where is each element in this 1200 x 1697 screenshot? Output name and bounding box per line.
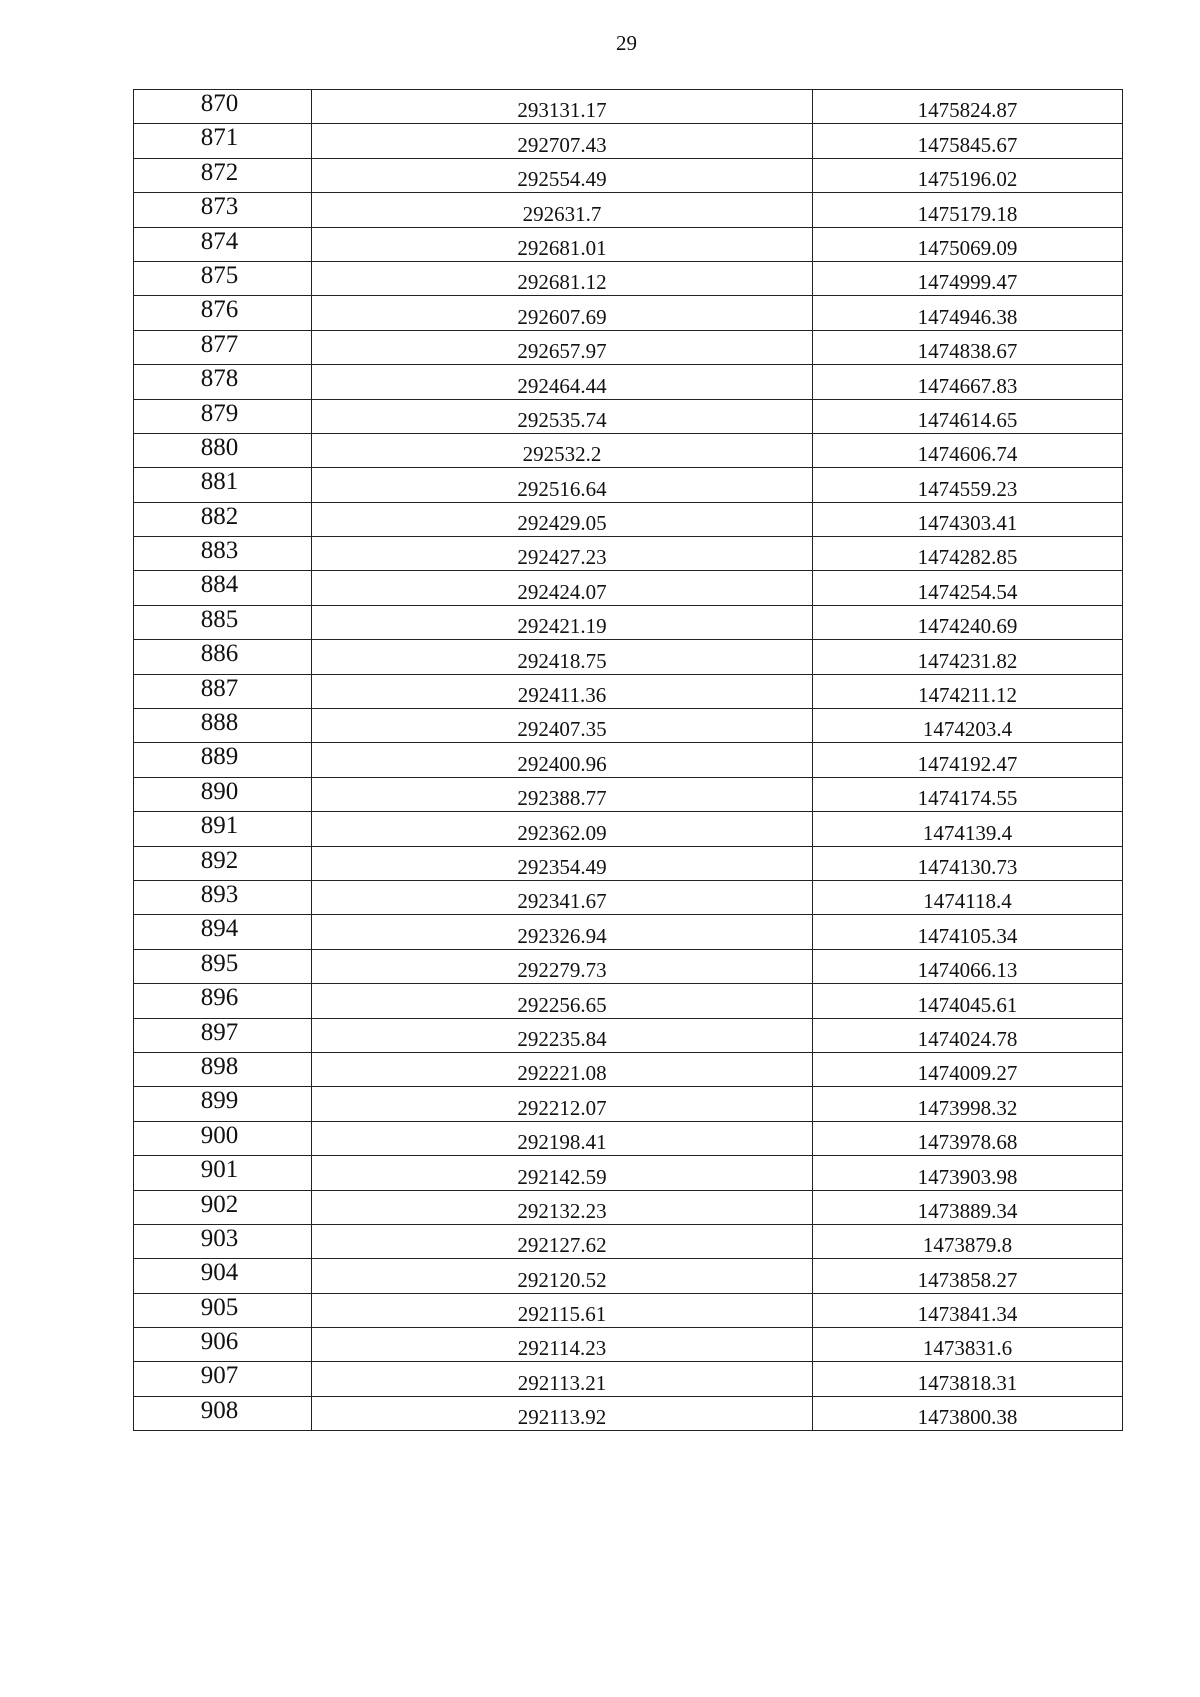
y-coordinate-cell: 1474240.69 [813,605,1123,639]
table-row [134,296,1123,330]
y-coordinate-cell: 1474559.23 [813,468,1123,502]
x-coordinate-cell: 292113.21 [312,1362,813,1396]
point-number-cell: 908 [134,1396,312,1430]
point-number-cell: 882 [134,502,312,536]
table-row [134,365,1123,399]
table-row [134,261,1123,295]
table-row [134,90,1123,124]
point-number-cell: 899 [134,1087,312,1121]
y-coordinate-cell: 1474009.27 [813,1052,1123,1086]
point-number-cell: 886 [134,640,312,674]
table-row [134,640,1123,674]
y-coordinate-cell: 1474282.85 [813,537,1123,571]
point-number-cell: 893 [134,880,312,914]
table-row [134,1362,1123,1396]
table-row [134,193,1123,227]
point-number-cell: 898 [134,1052,312,1086]
point-number-cell: 885 [134,605,312,639]
x-coordinate-cell: 292400.96 [312,743,813,777]
point-number-cell: 903 [134,1224,312,1258]
y-coordinate-cell: 1474066.13 [813,949,1123,983]
point-number-cell: 887 [134,674,312,708]
x-coordinate-cell: 292407.35 [312,709,813,743]
table-row [134,709,1123,743]
coordinates-table [133,89,1123,1431]
x-coordinate-cell: 292707.43 [312,124,813,158]
x-coordinate-cell: 292114.23 [312,1328,813,1362]
x-coordinate-cell: 292142.59 [312,1156,813,1190]
x-coordinate-cell: 292516.64 [312,468,813,502]
point-number-cell: 874 [134,227,312,261]
x-coordinate-cell: 292198.41 [312,1121,813,1155]
y-coordinate-cell: 1474667.83 [813,365,1123,399]
point-number-cell: 879 [134,399,312,433]
y-coordinate-cell: 1474614.65 [813,399,1123,433]
table-row [134,605,1123,639]
x-coordinate-cell: 292115.61 [312,1293,813,1327]
x-coordinate-cell: 292120.52 [312,1259,813,1293]
y-coordinate-cell: 1474024.78 [813,1018,1123,1052]
x-coordinate-cell: 292424.07 [312,571,813,605]
table-row [134,1259,1123,1293]
point-number-cell: 875 [134,261,312,295]
point-number-cell: 881 [134,468,312,502]
y-coordinate-cell: 1473978.68 [813,1121,1123,1155]
x-coordinate-cell: 292256.65 [312,984,813,1018]
table-row [134,915,1123,949]
point-number-cell: 904 [134,1259,312,1293]
table-row [134,227,1123,261]
point-number-cell: 905 [134,1293,312,1327]
point-number-cell: 870 [134,90,312,124]
point-number-cell: 873 [134,193,312,227]
y-coordinate-cell: 1474174.55 [813,777,1123,811]
x-coordinate-cell: 292421.19 [312,605,813,639]
table-row [134,502,1123,536]
point-number-cell: 902 [134,1190,312,1224]
y-coordinate-cell: 1473889.34 [813,1190,1123,1224]
point-number-cell: 884 [134,571,312,605]
point-number-cell: 895 [134,949,312,983]
table-row [134,571,1123,605]
point-number-cell: 888 [134,709,312,743]
table-row [134,537,1123,571]
x-coordinate-cell: 292411.36 [312,674,813,708]
x-coordinate-cell: 292388.77 [312,777,813,811]
y-coordinate-cell: 1474838.67 [813,330,1123,364]
x-coordinate-cell: 292132.23 [312,1190,813,1224]
point-number-cell: 900 [134,1121,312,1155]
x-coordinate-cell: 292221.08 [312,1052,813,1086]
table-row [134,1087,1123,1121]
y-coordinate-cell: 1473903.98 [813,1156,1123,1190]
y-coordinate-cell: 1474045.61 [813,984,1123,1018]
point-number-cell: 889 [134,743,312,777]
table-row [134,777,1123,811]
y-coordinate-cell: 1474231.82 [813,640,1123,674]
table-row [134,1018,1123,1052]
point-number-cell: 892 [134,846,312,880]
table-row [134,812,1123,846]
x-coordinate-cell: 292113.92 [312,1396,813,1430]
x-coordinate-cell: 292681.01 [312,227,813,261]
table-row [134,433,1123,467]
table-row [134,949,1123,983]
x-coordinate-cell: 292681.12 [312,261,813,295]
x-coordinate-cell: 292607.69 [312,296,813,330]
x-coordinate-cell: 292554.49 [312,158,813,192]
y-coordinate-cell: 1474192.47 [813,743,1123,777]
coordinates-table-body [134,90,1123,1431]
table-row [134,1396,1123,1430]
point-number-cell: 883 [134,537,312,571]
point-number-cell: 897 [134,1018,312,1052]
y-coordinate-cell: 1474203.4 [813,709,1123,743]
y-coordinate-cell: 1474105.34 [813,915,1123,949]
table-row [134,330,1123,364]
point-number-cell: 871 [134,124,312,158]
point-number-cell: 872 [134,158,312,192]
point-number-cell: 890 [134,777,312,811]
point-number-cell: 878 [134,365,312,399]
table-row [134,846,1123,880]
point-number-cell: 896 [134,984,312,1018]
x-coordinate-cell: 292235.84 [312,1018,813,1052]
y-coordinate-cell: 1474606.74 [813,433,1123,467]
y-coordinate-cell: 1474946.38 [813,296,1123,330]
x-coordinate-cell: 292464.44 [312,365,813,399]
x-coordinate-cell: 292631.7 [312,193,813,227]
point-number-cell: 880 [134,433,312,467]
y-coordinate-cell: 1473800.38 [813,1396,1123,1430]
table-row [134,1293,1123,1327]
y-coordinate-cell: 1475196.02 [813,158,1123,192]
y-coordinate-cell: 1474211.12 [813,674,1123,708]
y-coordinate-cell: 1473858.27 [813,1259,1123,1293]
table-row [134,1121,1123,1155]
table-row [134,1190,1123,1224]
y-coordinate-cell: 1473879.8 [813,1224,1123,1258]
x-coordinate-cell: 292212.07 [312,1087,813,1121]
x-coordinate-cell: 292532.2 [312,433,813,467]
x-coordinate-cell: 292326.94 [312,915,813,949]
point-number-cell: 876 [134,296,312,330]
table-row [134,124,1123,158]
x-coordinate-cell: 292418.75 [312,640,813,674]
y-coordinate-cell: 1475824.87 [813,90,1123,124]
y-coordinate-cell: 1474139.4 [813,812,1123,846]
table-row [134,1052,1123,1086]
point-number-cell: 906 [134,1328,312,1362]
x-coordinate-cell: 292657.97 [312,330,813,364]
x-coordinate-cell: 292279.73 [312,949,813,983]
point-number-cell: 891 [134,812,312,846]
x-coordinate-cell: 292427.23 [312,537,813,571]
point-number-cell: 877 [134,330,312,364]
x-coordinate-cell: 292429.05 [312,502,813,536]
table-row [134,158,1123,192]
point-number-cell: 907 [134,1362,312,1396]
y-coordinate-cell: 1475845.67 [813,124,1123,158]
x-coordinate-cell: 292362.09 [312,812,813,846]
x-coordinate-cell: 293131.17 [312,90,813,124]
point-number-cell: 894 [134,915,312,949]
y-coordinate-cell: 1474130.73 [813,846,1123,880]
table-row [134,1224,1123,1258]
table-row [134,1328,1123,1362]
y-coordinate-cell: 1475069.09 [813,227,1123,261]
table-row [134,674,1123,708]
y-coordinate-cell: 1473818.31 [813,1362,1123,1396]
table-row [134,1156,1123,1190]
table-row [134,984,1123,1018]
page-number: 29 [616,31,637,55]
table-row [134,743,1123,777]
table-row [134,399,1123,433]
table-row [134,880,1123,914]
table-row [134,468,1123,502]
y-coordinate-cell: 1474999.47 [813,261,1123,295]
y-coordinate-cell: 1473841.34 [813,1293,1123,1327]
y-coordinate-cell: 1473831.6 [813,1328,1123,1362]
y-coordinate-cell: 1475179.18 [813,193,1123,227]
y-coordinate-cell: 1474303.41 [813,502,1123,536]
point-number-cell: 901 [134,1156,312,1190]
y-coordinate-cell: 1474254.54 [813,571,1123,605]
x-coordinate-cell: 292354.49 [312,846,813,880]
y-coordinate-cell: 1473998.32 [813,1087,1123,1121]
x-coordinate-cell: 292535.74 [312,399,813,433]
y-coordinate-cell: 1474118.4 [813,880,1123,914]
x-coordinate-cell: 292341.67 [312,880,813,914]
x-coordinate-cell: 292127.62 [312,1224,813,1258]
